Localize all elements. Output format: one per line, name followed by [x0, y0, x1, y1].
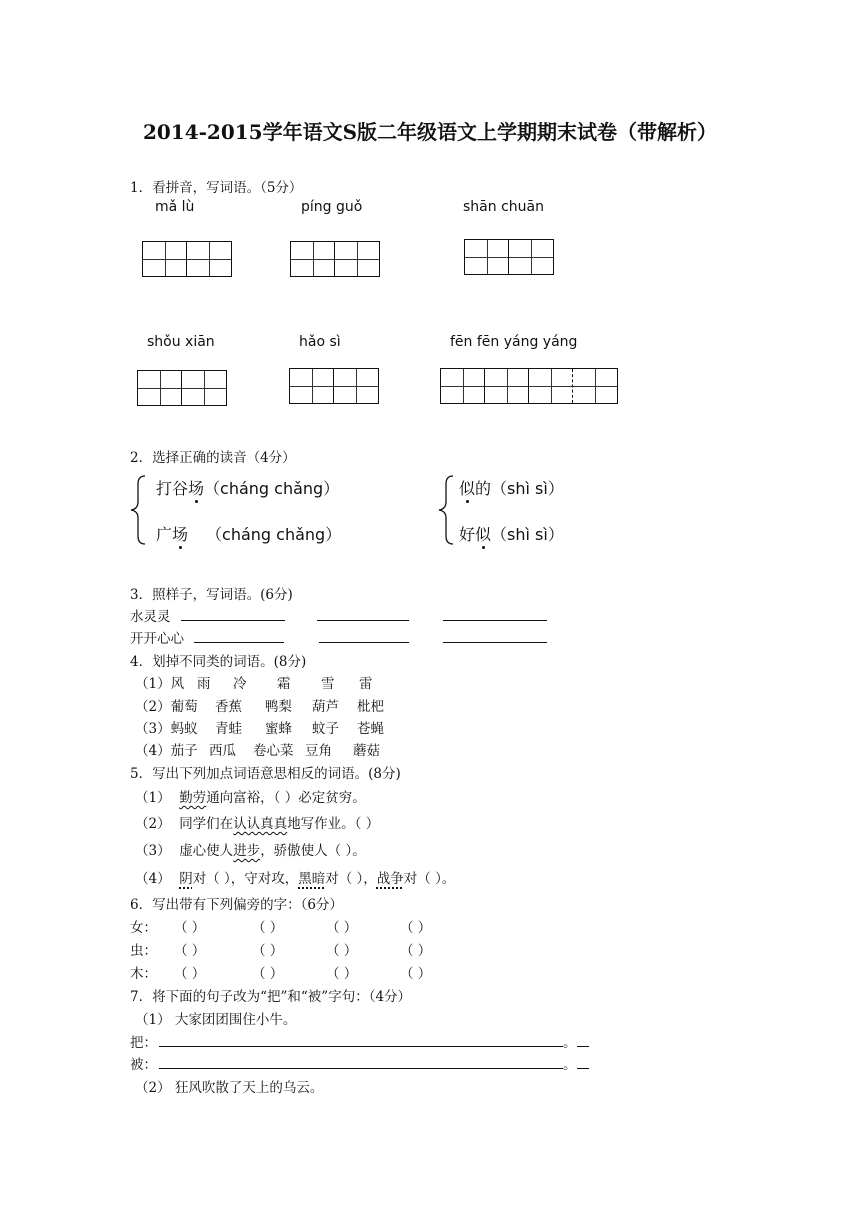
brace-left-icon	[128, 474, 150, 546]
q1-grid-1[interactable]	[142, 241, 232, 277]
q3-blank[interactable]	[443, 630, 547, 643]
page-title: 2014-2015学年语文S版二年级语文上学期期末试卷（带解析）	[142, 120, 718, 144]
q7-bei-blank[interactable]	[159, 1056, 563, 1069]
q3-row-2: 开开心心	[130, 627, 547, 647]
brace-right-icon	[436, 474, 458, 546]
q6-row-1: 女： （ ） （ ） （ ） （ ）	[130, 920, 432, 936]
q1-grid-2[interactable]	[290, 241, 380, 277]
q2-heading: 2．选择正确的读音（4分）	[130, 450, 296, 466]
q1-pinyin-4: shǒu xiān	[147, 334, 215, 350]
q1-pinyin-1: mǎ lù	[155, 199, 195, 215]
q1-grid-5[interactable]	[289, 368, 379, 404]
q3-row-1: 水灵灵	[130, 605, 547, 625]
q7-ba-row: 把： 。	[130, 1031, 589, 1051]
q4-row-2: （2）葡萄 香蕉 鸭梨 葫芦 枇杷	[135, 699, 384, 715]
q7-sentence-1: （1） 大家团团围住小牛。	[135, 1012, 297, 1028]
q3-heading: 3．照样子，写词语。(6分)	[130, 587, 293, 603]
q1-pinyin-2: píng guǒ	[301, 199, 363, 215]
q5-sentence-4: （4） 阴对（ ），守对攻，黑暗对（ ），战争对（ ）。	[135, 871, 456, 887]
q5-sentence-2: （2） 同学们在认认真真地写作业。（ ）	[135, 816, 380, 832]
q1-pinyin-5: hǎo sì	[299, 334, 341, 350]
q7-sentence-2: （2） 狂风吹散了天上的乌云。	[135, 1080, 324, 1096]
q1-grid-6[interactable]	[440, 368, 618, 404]
q2-right-2[interactable]: 好似（shì sì）	[459, 525, 564, 544]
q3-blank[interactable]	[194, 630, 284, 643]
q4-row-4: （4）茄子 西瓜 卷心菜 豆角 蘑菇	[135, 743, 380, 759]
q4-row-3: （3）蚂蚁 青蛙 蜜蜂 蚊子 苍蝇	[135, 721, 384, 737]
q6-heading: 6．写出带有下列偏旁的字：（6分）	[130, 897, 343, 913]
q7-heading: 7．将下面的句子改为“把”和“被”字句：（4分）	[130, 989, 412, 1005]
q6-row-3: 木： （ ） （ ） （ ） （ ）	[130, 966, 432, 982]
q2-left-2[interactable]: 广场 （cháng chǎng）	[156, 525, 342, 544]
q5-sentence-1: （1） 勤劳通向富裕，（ ）必定贫穷。	[135, 790, 366, 806]
q2-left-1[interactable]: 打谷场（cháng chǎng）	[156, 479, 340, 498]
q4-row-1: （1）风 雨 冷 霜 雪 雷	[135, 676, 373, 692]
q6-row-2: 虫： （ ） （ ） （ ） （ ）	[130, 943, 432, 959]
q2-right-1[interactable]: 似的（shì sì）	[459, 479, 564, 498]
q1-pinyin-3: shān chuān	[463, 199, 544, 215]
q3-blank[interactable]	[317, 608, 409, 621]
q1-grid-3[interactable]	[464, 239, 554, 275]
q3-blank[interactable]	[443, 608, 547, 621]
q1-heading: 1．看拼音，写词语。（5分）	[130, 180, 303, 196]
q5-sentence-3: （3） 虚心使人进步，骄傲使人（ ）。	[135, 843, 366, 859]
q7-bei-row: 被： 。	[130, 1053, 589, 1073]
q7-ba-blank[interactable]	[159, 1034, 563, 1047]
q3-blank[interactable]	[181, 608, 285, 621]
q5-heading: 5．写出下列加点词语意思相反的词语。(8分)	[130, 766, 401, 782]
q1-grid-4[interactable]	[137, 370, 227, 406]
q3-blank[interactable]	[319, 630, 409, 643]
q1-pinyin-6: fēn fēn yáng yáng	[450, 334, 578, 350]
q4-heading: 4．划掉不同类的词语。(8分)	[130, 654, 307, 670]
